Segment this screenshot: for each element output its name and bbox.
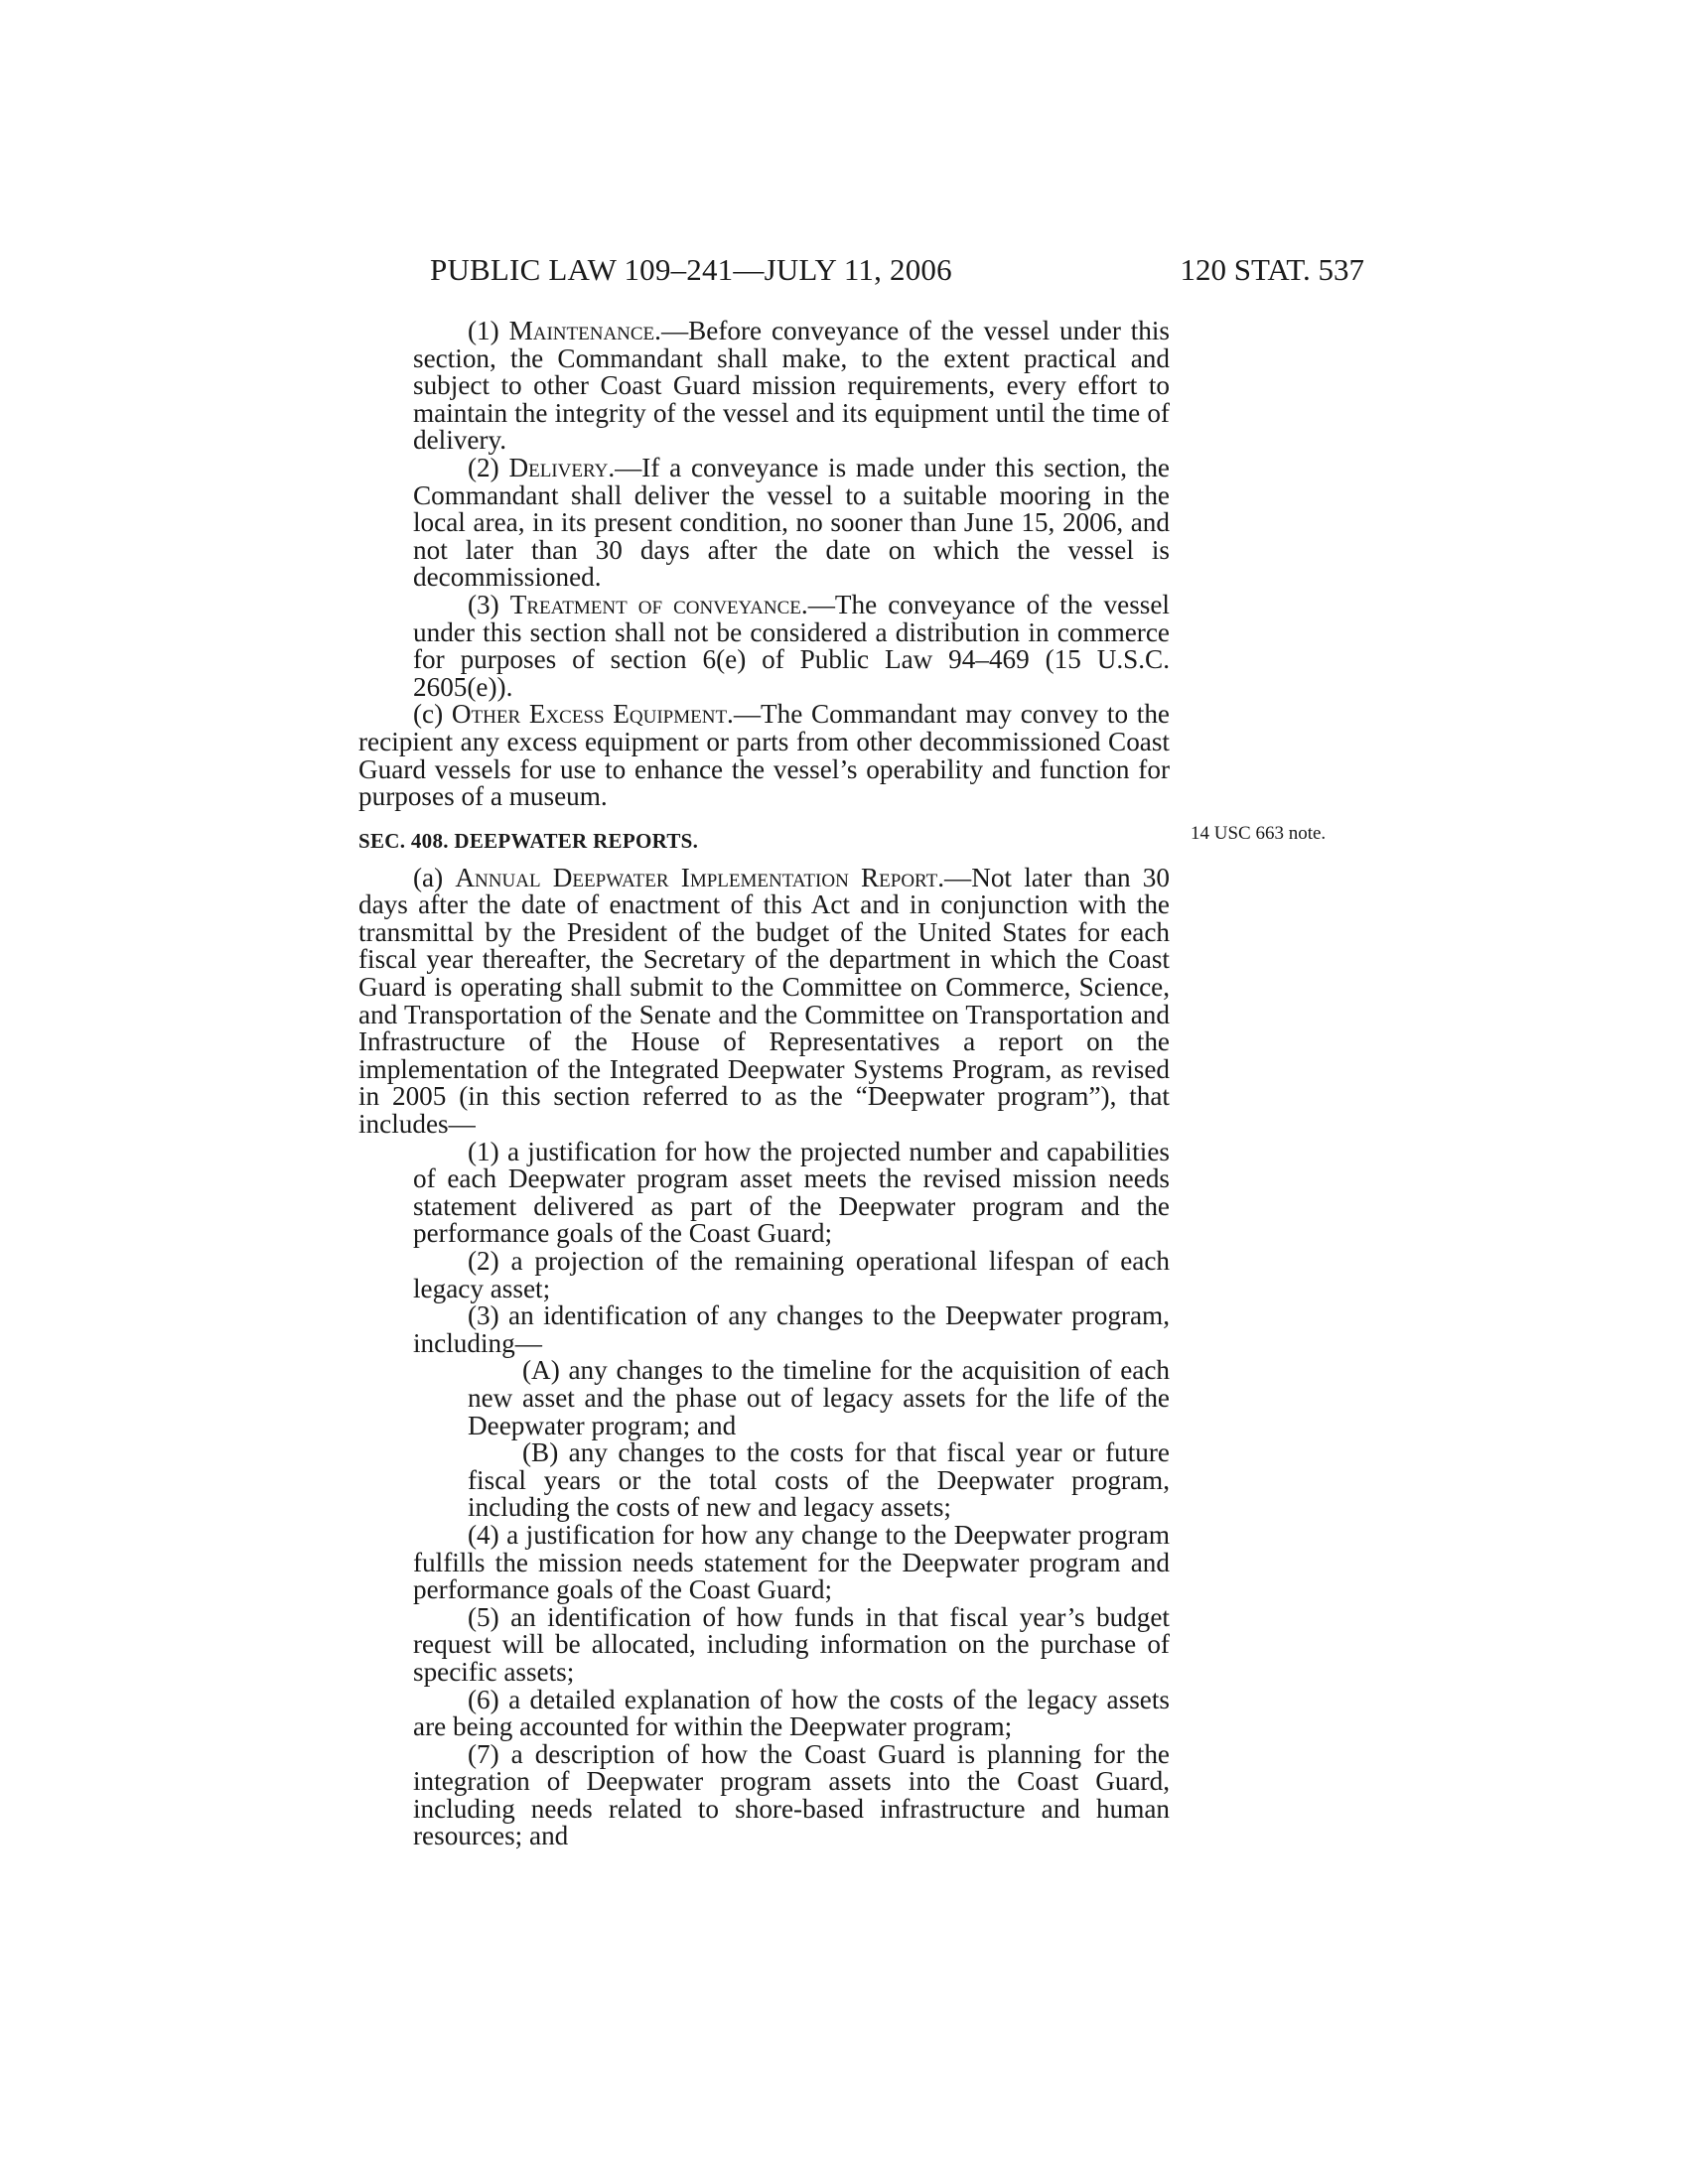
subsection-text: .—The Commandant may convey to the recipient any excess equipment or parts from other decommissioned Coast Guard vessels for use to enhance the vessel’s operability and function for purposes of a museum. bbox=[358, 699, 1170, 812]
item-2: (2) a projection of the remaining operational lifespan of each legacy asset; bbox=[413, 1246, 1170, 1303]
subsection-heading: Other Excess Equipment bbox=[451, 699, 728, 730]
item-1: (1) a justification for how the projected number and capabilities of each Deepwater program asset meets the revised mission needs statement delivered as part of the Deepwater program and the performance goals of the Coast Guard; bbox=[413, 1136, 1170, 1249]
paragraph-text: .—Before conveyance of the vessel under this section, the Commandant shall make, to the extent practical and subject to other Coast Guard mission requirements, every effort to maintain the integrity of the vessel and its equipment until the time of delivery. bbox=[413, 316, 1171, 456]
paragraph-delivery-text bbox=[358, 452, 1170, 593]
paragraph-heading: Treatment of conveyance bbox=[509, 589, 801, 619]
paragraph-label: (1) bbox=[468, 316, 509, 345]
paragraph-treatment-text bbox=[358, 589, 1170, 702]
paragraph-maintenance-text bbox=[413, 318, 1170, 455]
subsection-c-text bbox=[358, 701, 1170, 810]
item-3-B: (B) any changes to the costs for that fiscal year or future fiscal years or the total costs of the Deepwater program, including the costs of new and legacy assets; bbox=[468, 1437, 1170, 1523]
subsection-label: (c) bbox=[413, 699, 452, 730]
paragraph-label: (2) bbox=[468, 452, 509, 482]
subsection-other-excess-equipment bbox=[358, 701, 1170, 810]
margin-note-usc: 14 USC 663 note. bbox=[1191, 823, 1327, 844]
paragraph-label: (3) bbox=[468, 589, 510, 619]
item-5: (5) an identification of how funds in that fiscal year’s budget request will be allocated, including information on the purchase of specific assets; bbox=[413, 1601, 1170, 1687]
page-header bbox=[0, 250, 1688, 290]
item-3: (3) an identification of any changes to the Deepwater program, including— bbox=[413, 1300, 1170, 1358]
paragraph-maintenance bbox=[304, 318, 1170, 455]
item-6: (6) a detailed explanation of how the costs of the legacy assets are being accounted for within the Deepwater program; bbox=[413, 1684, 1170, 1742]
paragraph-text: .—The conveyance of the vessel under this section shall not be considered a distribution in commerce for purposes of section 6(e) of Public Law 94–469 (15 U.S.C. 2605(e)). bbox=[413, 589, 1170, 702]
paragraph-delivery bbox=[358, 452, 1170, 593]
subsection-annual-report bbox=[358, 862, 1170, 1140]
paragraph-treatment-of-conveyance bbox=[358, 589, 1170, 702]
statute-page-number: 120 STAT. 537 bbox=[1180, 252, 1364, 287]
subsection-heading: Annual Deepwater Implementation Report bbox=[455, 862, 938, 892]
subsection-a-text bbox=[358, 862, 1170, 1140]
paragraph-heading: Delivery bbox=[508, 452, 609, 482]
running-head-title: PUBLIC LAW 109–241—JULY 11, 2006 bbox=[430, 252, 952, 287]
document-body bbox=[358, 318, 1170, 1850]
item-3-A: (A) any changes to the timeline for the acquisition of each new asset and the phase out of legacy assets for the life of the Deepwater program; and bbox=[468, 1355, 1170, 1440]
subsection-text: .—Not later than 30 days after the date of enactment of this Act and in conjunction with the transmittal by the President of the budget of the United States for each fiscal year thereafter, the Secretary of the department in which the Coast Guard is operating shall submit to the Committee on Commerce, Science, and Transportation of the Senate and the Committee on Transportation and Infrastructure of the House of Representatives a report on the implementation of the Integrated Deepwater Systems Program, as revised in 2005 (in this section referred to as the “Deepwater program”), that includes— bbox=[358, 862, 1170, 1140]
paragraph-text: .—If a conveyance is made under this section, the Commandant shall deliver the vessel to a suitable mooring in the local area, in its present condition, no sooner than June 15, 2006, and not later than 30 days after the date on which the vessel is decommissioned. bbox=[413, 452, 1170, 593]
section-heading: SEC. 408. DEEPWATER REPORTS. bbox=[358, 828, 699, 853]
item-4: (4) a justification for how any change to the Deepwater program fulfills the mission needs statement for the Deepwater program and performance goals of the Coast Guard; bbox=[413, 1519, 1170, 1605]
subsection-label: (a) bbox=[413, 862, 456, 892]
paragraph-heading: Maintenance bbox=[508, 316, 655, 345]
item-7: (7) a description of how the Coast Guard is planning for the integration of Deepwater program assets into the Coast Guard, including needs related to shore-based infrastructure and human resources; and bbox=[413, 1738, 1170, 1851]
